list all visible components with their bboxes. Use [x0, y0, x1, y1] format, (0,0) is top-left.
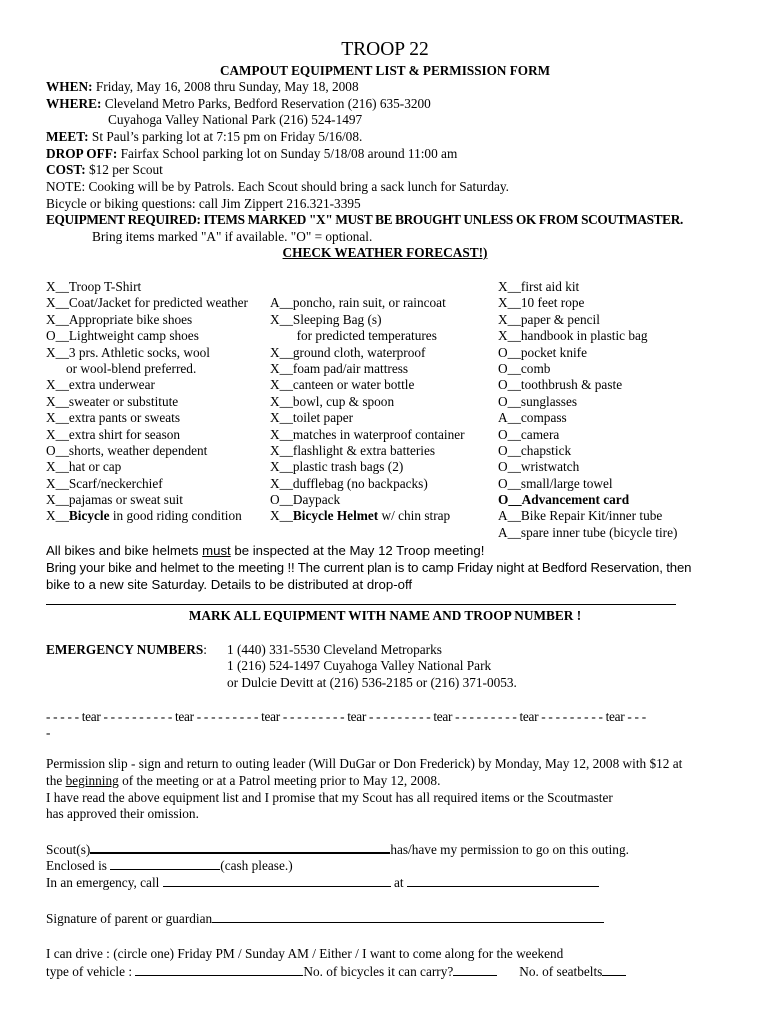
list-item: X__ground cloth, waterproof	[270, 344, 426, 360]
list-item: X__foam pad/air mattress	[270, 360, 409, 376]
list-item: X__Troop T-Shirt	[46, 279, 142, 294]
form-subtitle: CAMPOUT EQUIPMENT LIST & PERMISSION FORM	[219, 63, 551, 78]
bike-questions-line: Bicycle or biking questions: call Jim Zippert 216.321-3395	[46, 196, 361, 211]
list-item: O__toothbrush & paste	[498, 377, 623, 393]
emergency-number: or Dulcie Devitt at (216) 536-2185 or (216) 371-0053.	[227, 675, 517, 690]
where-line-2: Cuyahoga Valley National Park (216) 524-1497	[108, 112, 363, 127]
emergency-label: EMERGENCY NUMBERS:	[46, 642, 207, 657]
list-item: O__comb	[498, 360, 551, 376]
meet-line: MEET: St Paul’s parking lot at 7:15 pm on Friday 5/16/08.	[46, 129, 363, 144]
emergency-phone-field[interactable]	[407, 874, 599, 887]
page-title: TROOP 22	[341, 39, 429, 60]
list-item: A__compass	[498, 410, 567, 426]
list-item: X__sweater or substitute	[46, 393, 179, 409]
divider	[46, 604, 676, 605]
list-item: A__spare inner tube (bicycle tire)	[498, 524, 678, 540]
emergency-number: 1 (216) 524-1497 Cuyahoga Valley National Park	[227, 658, 492, 673]
list-item: X__extra shirt for season	[46, 426, 181, 442]
list-item: X__dufflebag (no backpacks)	[270, 475, 428, 491]
list-item: X__Scarf/neckerchief	[46, 475, 163, 491]
list-item: X__Appropriate bike shoes	[46, 311, 193, 327]
drive-options-line: I can drive : (circle one) Friday PM / Sunday AM / Either / I want to come along for the weekend	[46, 946, 564, 961]
list-item: X__first aid kit	[498, 279, 580, 294]
enclosed-amount-field[interactable]	[110, 857, 220, 870]
seatbelts-count-field[interactable]	[602, 963, 626, 976]
list-item: A__poncho, rain suit, or raincoat	[270, 295, 446, 311]
list-item: O__small/large towel	[498, 475, 613, 491]
list-item: X__hat or cap	[46, 459, 122, 475]
list-item: O__shorts, weather dependent	[46, 442, 208, 458]
enclosed-row: Enclosed is (cash please.)	[46, 858, 293, 873]
bike-plan-line: Bring your bike and helmet to the meeting !! The current plan is to camp Friday night at Bedford Reservation, then	[46, 560, 692, 575]
list-item: X__Coat/Jacket for predicted weather	[46, 295, 248, 311]
list-item: X__3 prs. Athletic socks, wool	[46, 344, 210, 360]
list-item: X__extra underwear	[46, 377, 155, 393]
note-line: NOTE: Cooking will be by Patrols. Each Scout should bring a sack lunch for Saturday.	[46, 179, 509, 194]
scout-name-field[interactable]	[90, 840, 390, 854]
tear-line-continuation: -	[46, 725, 51, 740]
list-item: O__chapstick	[498, 442, 572, 458]
list-item: X__10 feet rope	[498, 295, 585, 311]
list-item: X__pajamas or sweat suit	[46, 492, 184, 508]
list-item: A__Bike Repair Kit/inner tube	[498, 508, 663, 524]
list-item: O__Daypack	[270, 492, 341, 508]
list-item: for predicted temperatures	[270, 328, 437, 344]
list-item: X__canteen or water bottle	[270, 377, 415, 393]
list-item: O__camera	[498, 426, 560, 442]
list-item: X__bowl, cup & spoon	[270, 393, 395, 409]
list-item: O__Advancement card	[498, 492, 630, 508]
drop-off-line: DROP OFF: Fairfax School parking lot on Sunday 5/18/08 around 11:00 am	[46, 146, 458, 161]
emergency-number: 1 (440) 331-5530 Cleveland Metroparks	[227, 642, 442, 657]
permission-line-3: I have read the above equipment list and I promise that my Scout has all required items or the Scoutmaster	[46, 790, 613, 805]
list-item: X__Bicycle Helmet w/ chin strap	[270, 508, 451, 524]
list-item: or wool-blend preferred.	[46, 360, 197, 376]
list-item: O__sunglasses	[498, 393, 578, 409]
bike-plan-line-2: bike to a new site Saturday. Details to be distributed at drop-off	[46, 577, 413, 592]
list-item: X__Bicycle in good riding condition	[46, 508, 242, 524]
signature-row: Signature of parent or guardian	[46, 910, 604, 928]
equipment-column-3	[498, 279, 677, 541]
emergency-contact-field[interactable]	[163, 874, 391, 887]
list-item: X__flashlight & extra batteries	[270, 442, 436, 458]
equipment-column-1	[46, 279, 248, 525]
permission-line: Permission slip - sign and return to outing leader (Will DuGar or Don Frederick) by Monday, May 12, 2008 with $12 at	[46, 756, 683, 771]
weather-warning: CHECK WEATHER FORECAST!)	[282, 245, 488, 260]
permission-line-2: the beginning of the meeting or at a Patrol meeting prior to May 12, 2008.	[46, 773, 441, 788]
emergency-contact-row: In an emergency, call at	[46, 874, 599, 892]
list-item: X__extra pants or sweats	[46, 410, 181, 426]
list-item: X__toilet paper	[270, 410, 354, 426]
scout-row: Scout(s) has/have my permission to go on this outing.	[46, 842, 629, 857]
list-item: X__handbook in plastic bag	[498, 328, 648, 344]
where-line: WHERE: Cleveland Metro Parks, Bedford Reservation (216) 635-3200	[46, 96, 431, 111]
mark-equipment-notice: MARK ALL EQUIPMENT WITH NAME AND TROOP NUMBER !	[188, 608, 582, 623]
list-item: X__paper & pencil	[498, 311, 600, 327]
vehicle-type-field[interactable]	[135, 963, 303, 976]
list-item: X__matches in waterproof container	[270, 426, 465, 442]
list-item: O__pocket knife	[498, 344, 587, 360]
when-line: WHEN: Friday, May 16, 2008 thru Sunday, May 18, 2008	[46, 79, 359, 94]
tear-line: - - - - - tear - - - - - - - - - - tear - - - - - - - - - tear - - - - - - - - - tear - - - - - - - - - tear - - - - - - - - - tear - - - - - - - - - tear - - -	[46, 709, 646, 724]
list-item: X__plastic trash bags (2)	[270, 459, 404, 475]
list-item: X__Sleeping Bag (s)	[270, 311, 382, 327]
bring-line: Bring items marked "A" if available. "O" = optional.	[92, 229, 373, 244]
signature-field[interactable]	[212, 910, 604, 923]
bicycles-count-field[interactable]	[453, 963, 497, 976]
vehicle-row: type of vehicle : No. of bicycles it can carry? No. of seatbelts	[46, 963, 626, 981]
equipment-required-line: EQUIPMENT REQUIRED: ITEMS MARKED "X" MUST BE BROUGHT UNLESS OK FROM SCOUTMASTER.	[46, 212, 683, 227]
equipment-column-2	[270, 295, 465, 524]
cost-line: COST: $12 per Scout	[46, 162, 163, 177]
list-item: O__wristwatch	[498, 459, 580, 475]
bike-inspection-line: All bikes and bike helmets must be inspected at the May 12 Troop meeting!	[46, 543, 485, 558]
list-item: O__Lightweight camp shoes	[46, 328, 199, 344]
permission-line-4: has approved their omission.	[46, 806, 199, 821]
